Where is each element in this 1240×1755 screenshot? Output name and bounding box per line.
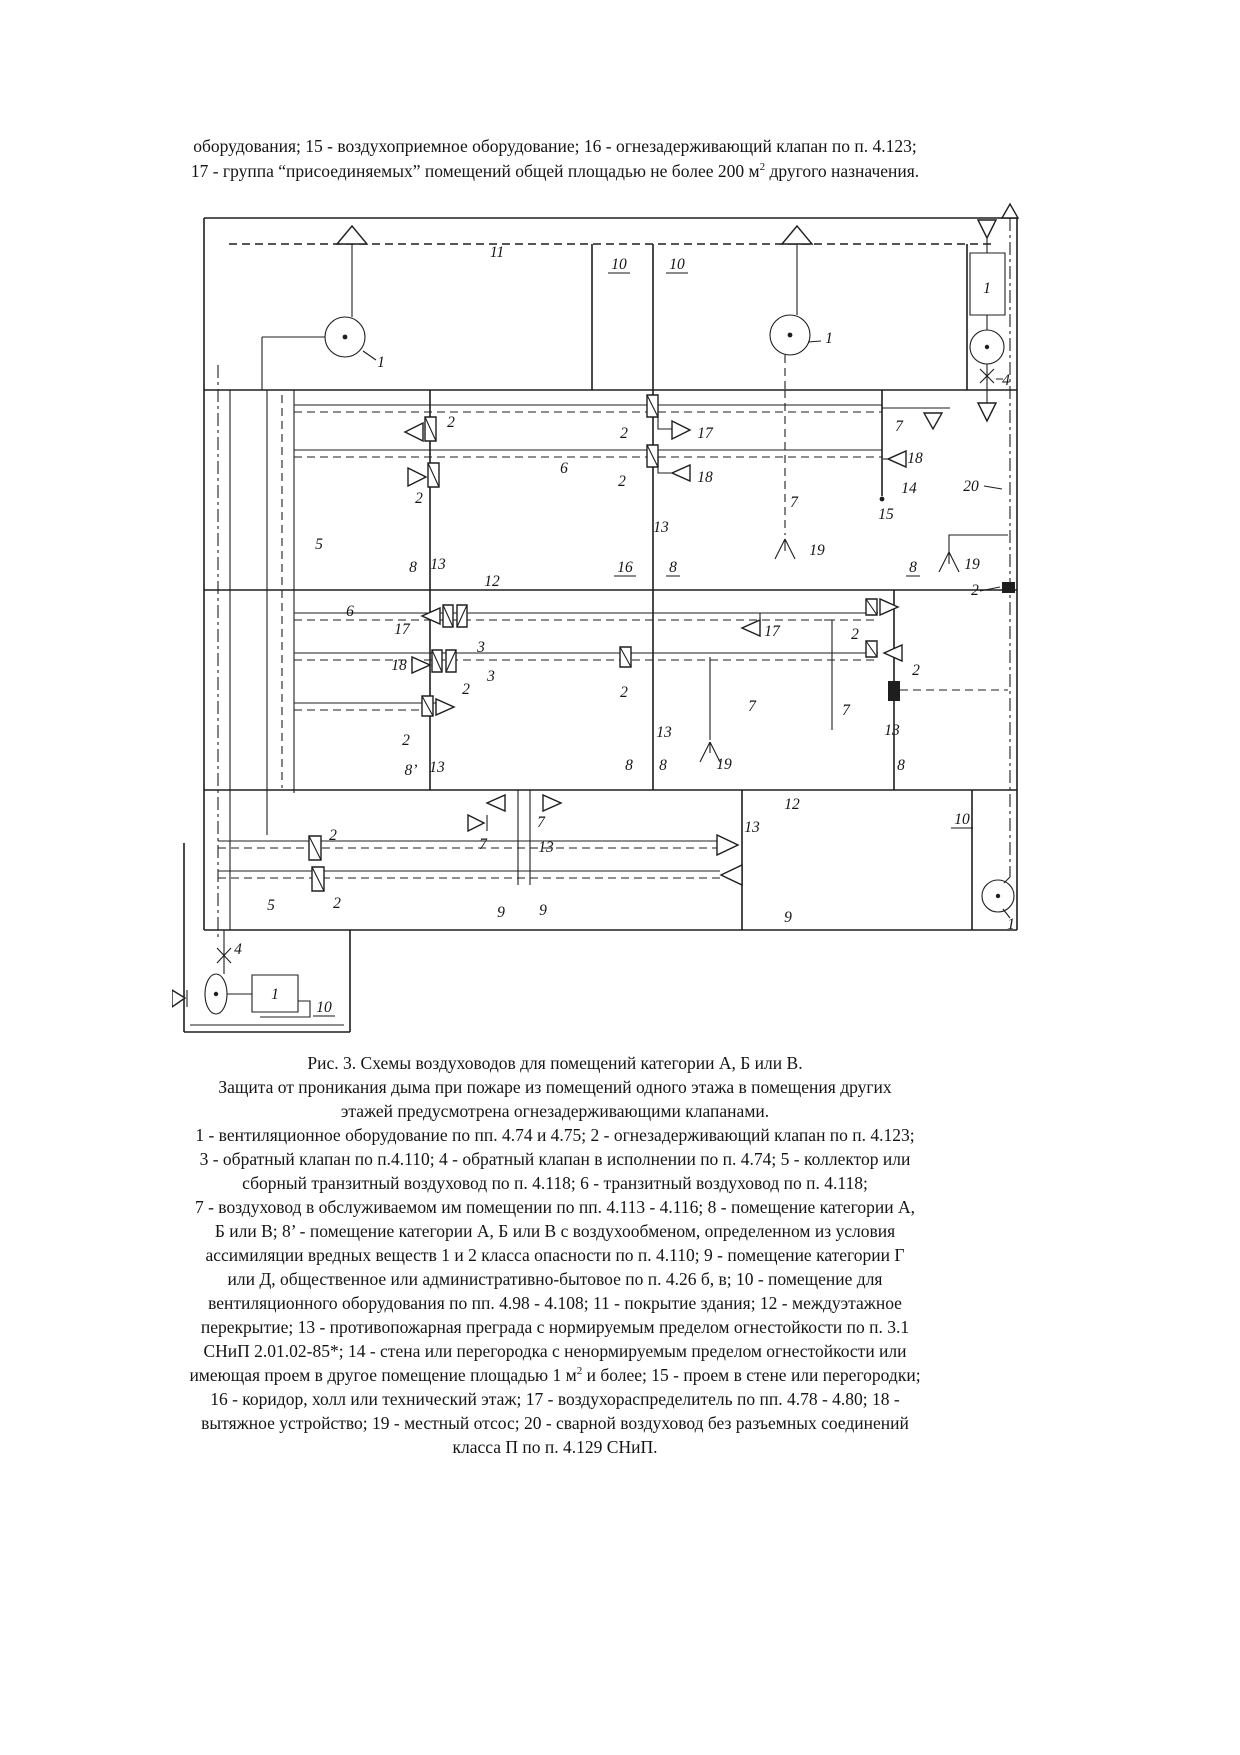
diagram-label-13: 13 (653, 519, 669, 536)
supply-outlet-icon (978, 403, 996, 421)
distributor-17-icon (672, 421, 690, 439)
air-outlet-icon (543, 795, 561, 811)
diagram-label-11: 11 (489, 244, 505, 261)
diagram-label-8: 8 (625, 757, 633, 774)
diagram-label-8: 8 (897, 757, 905, 774)
diagram-label-2: 2 (415, 490, 423, 507)
diagram-label-1: 1 (271, 986, 279, 1003)
caption-line: вентиляционного оборудования по пп. 4.98 - 4.108; 11 - покрытие здания; 12 - междуэтажное (208, 1293, 902, 1313)
diagram-label-13: 13 (656, 724, 672, 741)
caption-line: 3 - обратный клапан по п.4.110; 4 - обратный клапан в исполнении по п. 4.74; 5 - коллектор или (199, 1149, 911, 1169)
caption-line: Защита от проникания дыма при пожаре из помещений одного этажа в помещения других (218, 1077, 892, 1097)
building-structure (204, 218, 1017, 930)
diagram-label-10: 10 (954, 811, 970, 828)
exhaust-device-18-icon (672, 465, 690, 481)
diagram-label-2: 2 (620, 425, 628, 442)
diagram-label-2: 2 (333, 895, 341, 912)
diagram-label-2: 2 (620, 684, 628, 701)
diagram-label-10: 10 (669, 256, 685, 273)
diagram-label-12: 12 (784, 796, 800, 813)
diagram-label-1: 1 (825, 330, 833, 347)
fire-damper-icon (888, 681, 900, 701)
figure-diagram (172, 195, 1022, 1040)
diagram-label-14: 14 (901, 480, 917, 497)
fire-damper-icon (1002, 582, 1015, 593)
diagram-label-6: 6 (560, 460, 568, 477)
caption-line: имеющая проем в другое помещение площадью 1 $м^2$ и более; 15 - проем в стене или перегородки; (189, 1365, 921, 1385)
diagram-label-17: 17 (697, 425, 713, 442)
caption-line: Рис. 3. Схемы воздуховодов для помещений категории А, Б или В. (307, 1053, 803, 1073)
exhaust-cowl-icon (337, 226, 367, 244)
diagram-label-8: 8 (909, 559, 917, 576)
air-outlet-icon (884, 645, 902, 661)
caption-line: ассимиляции вредных веществ 1 и 2 класса опасности по п. 4.110; 9 - помещение категории Г (205, 1245, 905, 1265)
diagram-label-2: 2 (851, 626, 859, 643)
diagram-label-2: 2 (447, 414, 455, 431)
air-outlet-icon (408, 468, 426, 486)
diagram-label-1: 1 (377, 354, 385, 371)
diagram-label-7: 7 (748, 698, 756, 715)
duct-scheme-drawing (172, 195, 1022, 1040)
diagram-label-7: 7 (842, 702, 850, 719)
diagram-label-13: 13 (430, 556, 446, 573)
intake-cowl-icon (978, 220, 996, 238)
intro-paragraph (168, 134, 942, 184)
diagram-label-3: 3 (487, 668, 495, 685)
diagram-label-2: 2 (971, 582, 979, 599)
diagram-label-8: 8 (409, 559, 417, 576)
caption-line: класса П по п. 4.129 СНиП. (452, 1437, 658, 1457)
caption-line: 7 - воздуховод в обслуживаемом им помещении по пп. 4.113 - 4.116; 8 - помещение категории А, (194, 1197, 916, 1217)
diagram-label-2: 2 (912, 662, 920, 679)
diagram-label-1: 1 (983, 280, 991, 297)
attic-equipment (262, 204, 1018, 489)
caption-line: или Д, общественное или административно-бытовое по п. 4.26 б, в; 10 - помещение для (227, 1269, 883, 1289)
caption-line: вытяжное устройство; 19 - местный отсос; 20 - сварной воздуховод без разъемных соединений (201, 1413, 909, 1433)
diagram-label-7: 7 (895, 418, 903, 435)
intro-line: оборудования; 15 - воздухоприемное оборудование; 16 - огнезадерживающий клапан по п. 4.123; (193, 136, 917, 156)
exhaust-cowl-icon (782, 226, 812, 244)
diagram-label-7: 7 (479, 836, 487, 853)
diagram-label-3: 3 (477, 639, 485, 656)
diagram-label-17: 17 (394, 621, 410, 638)
diagram-label-18: 18 (391, 657, 407, 674)
diagram-labels (234, 244, 1015, 1016)
caption-line: сборный транзитный воздуховод по п. 4.118; 6 - транзитный воздуховод по п. 4.118; (242, 1173, 868, 1193)
intro-line: 17 - группа “присоединяемых” помещений общей площадью не более 200 $м^2$ другого назначения. (190, 161, 920, 181)
exhaust-device-18-icon (412, 657, 430, 673)
local-suction-19-icon (700, 657, 720, 762)
diagram-label-13: 13 (538, 839, 554, 856)
air-outlet-icon (436, 699, 454, 715)
check-valve-icon (468, 815, 484, 831)
exhaust-cowl-icon (1002, 204, 1018, 218)
distributor-17-icon (422, 608, 440, 624)
diagram-label-4: 4 (1002, 372, 1010, 389)
diagram-label-2: 2 (329, 827, 337, 844)
diagram-label-13: 13 (744, 819, 760, 836)
local-suction-19-icon (775, 539, 795, 559)
diagram-label-9: 9 (497, 904, 505, 921)
caption-line: 1 - вентиляционное оборудование по пп. 4.74 и 4.75; 2 - огнезадерживающий клапан по п. 4.123; (195, 1125, 915, 1145)
diagram-label-2: 2 (402, 732, 410, 749)
diagram-label-17: 17 (764, 623, 780, 640)
diagram-label-9: 9 (784, 909, 792, 926)
diagram-label-2: 2 (618, 473, 626, 490)
diagram-label-4: 4 (234, 941, 242, 958)
exhaust-device-18-icon (888, 451, 906, 467)
ceiling-diffuser-icon (924, 413, 942, 429)
distributor-17-icon (742, 620, 760, 636)
air-outlet-icon (405, 423, 423, 441)
diagram-label-20: 20 (963, 478, 979, 495)
caption-line: 16 - коридор, холл или технический этаж; 17 - воздухораспределитель по пп. 4.78 - 4.80; 18 - (210, 1389, 900, 1409)
diagram-label-19: 19 (716, 756, 732, 773)
diagram-label-19: 19 (964, 556, 980, 573)
caption-line: Б или В; 8’ - помещение категории А, Б или В с воздухообменом, определенном из условия (214, 1221, 896, 1241)
diagram-label-7: 7 (537, 814, 545, 831)
diagram-label-13: 13 (429, 759, 445, 776)
diagram-label-12: 12 (484, 573, 500, 590)
diagram-label-13: 13 (884, 722, 900, 739)
diagram-label-5: 5 (267, 897, 275, 914)
diagram-label-8’: 8’ (404, 762, 418, 779)
diagram-label-18: 18 (697, 469, 713, 486)
diagram-label-8: 8 (659, 757, 667, 774)
intake-louver-icon (172, 990, 185, 1007)
diagram-label-18: 18 (907, 450, 923, 467)
air-outlet-icon (721, 865, 742, 885)
air-outlet-icon (717, 835, 738, 855)
diagram-label-10: 10 (316, 999, 332, 1016)
diagram-label-2: 2 (462, 681, 470, 698)
diagram-label-15: 15 (878, 506, 894, 523)
diagram-label-7: 7 (790, 494, 798, 511)
diagram-label-19: 19 (809, 542, 825, 559)
diagram-label-5: 5 (315, 536, 323, 553)
diagram-label-9: 9 (539, 902, 547, 919)
air-outlet-icon (487, 795, 505, 811)
diagram-label-10: 10 (611, 256, 627, 273)
diagram-label-16: 16 (617, 559, 633, 576)
figure-caption (168, 1051, 942, 1459)
caption-line: перекрытие; 13 - противопожарная преграда с нормируемым пределом огнестойкости по п. 3.1 (200, 1317, 910, 1337)
diagram-label-8: 8 (669, 559, 677, 576)
caption-line: СНиП 2.01.02-85*; 14 - стена или перегородка с ненормируемым пределом огнестойкости или (203, 1341, 907, 1361)
diagram-label-6: 6 (346, 603, 354, 620)
air-outlet-icon (880, 599, 898, 615)
caption-line: этажей предусмотрена огнезадерживающими клапанами. (340, 1101, 770, 1121)
diagram-label-1: 1 (1007, 916, 1015, 933)
